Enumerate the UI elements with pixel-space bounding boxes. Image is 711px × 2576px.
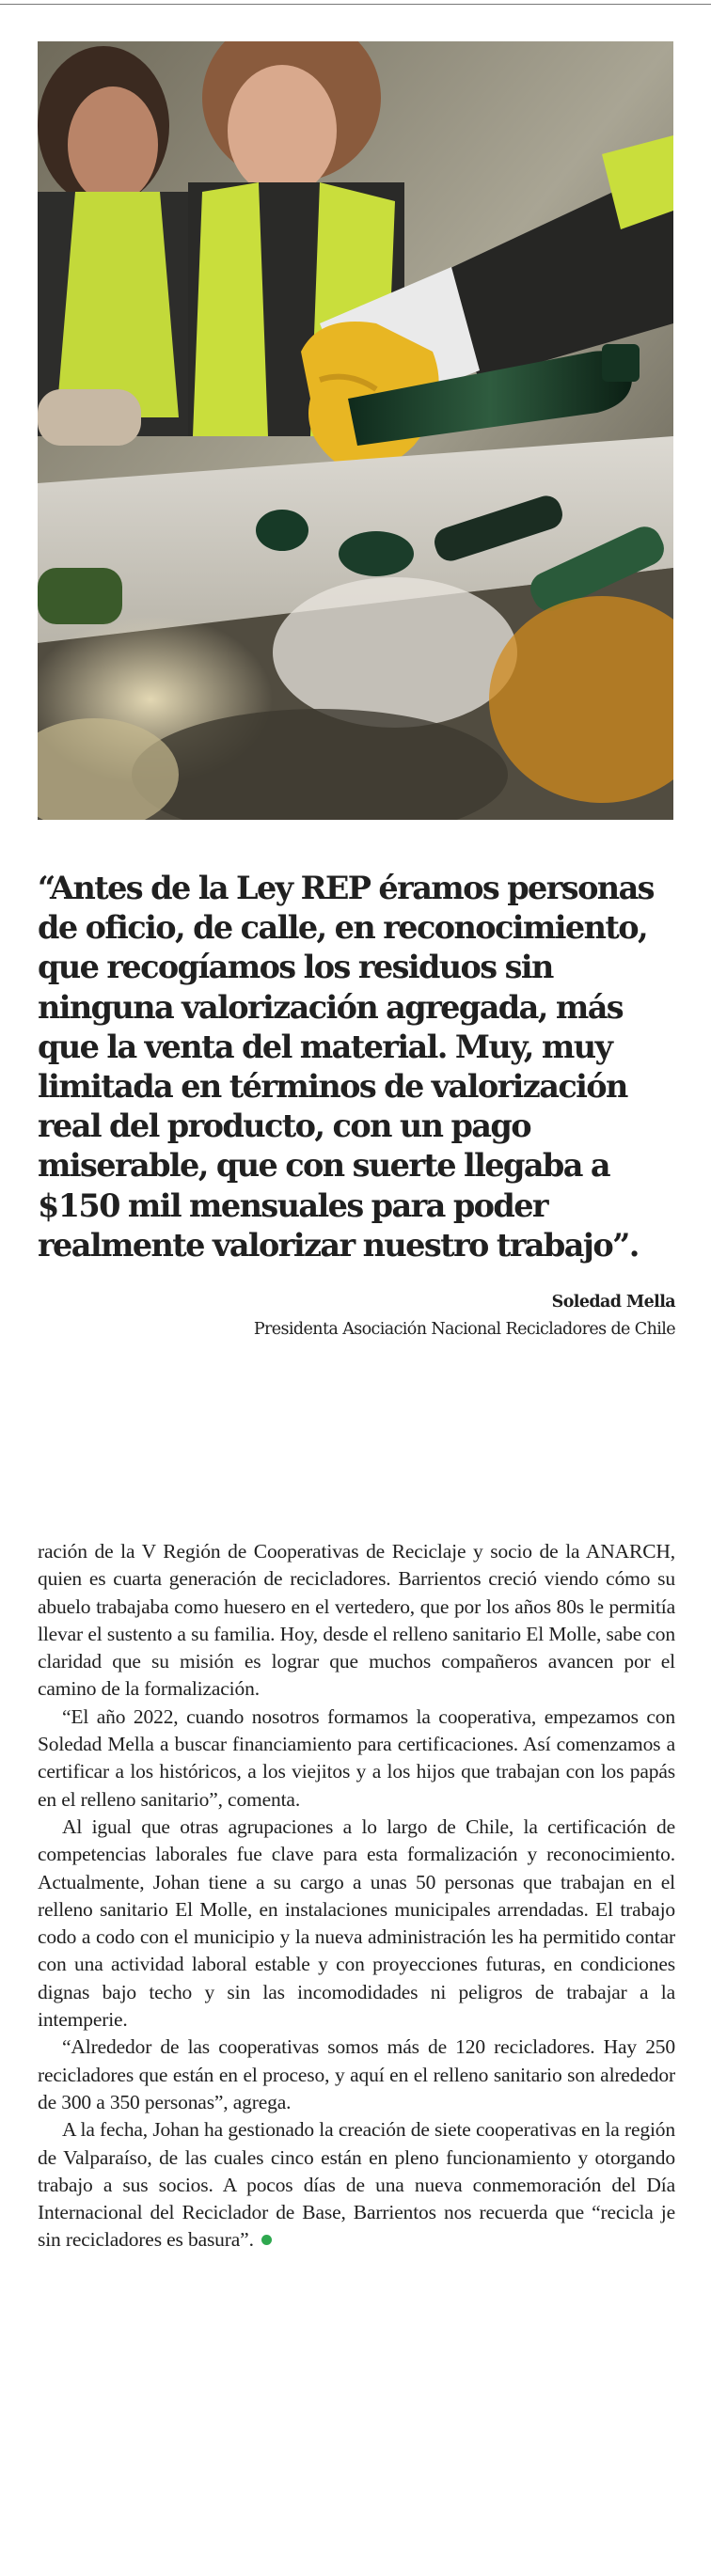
quote-line: limitada en términos de valorización (38, 1068, 627, 1106)
end-of-article-dot-icon (261, 2235, 272, 2245)
quote-line: que la venta del material. Muy, muy (38, 1028, 612, 1065)
quote-line: real del producto, con un pago (38, 1107, 530, 1145)
quote-line: de oficio, de calle, en reconocimiento, (38, 909, 648, 947)
article-paragraph-text: A la fecha, Johan ha gestionado la creación de siete cooperativas en la región de Valparaíso, de las cuales cinco están en pleno funcionamiento y otorgando trabajo a sus socios. A pocos días de una nueva conmemoración del Día Internacional del Reciclador de Base, Barrientos nos recuerda que “recicla je sin recicladores es basura”. (38, 2118, 675, 2252)
quote-line: ninguna valorización agregada, más (38, 988, 624, 1026)
quote-author-role: Presidenta Asociación Nacional Recicladores de Chile (253, 1320, 675, 1340)
quote-line: realmente valorizar nuestro trabajo”. (38, 1226, 639, 1264)
quote-line: $150 mil mensuales para poder (38, 1186, 547, 1224)
article-paragraph: ración de la V Región de Cooperativas de Reciclaje y socio de la ANARCH, quien es cuarta generación de recicladores. Barrientos creció viendo cómo su abuelo trabajaba como huesero en el vertedero, que por los años 80s le permitía llevar el sustento a su familia. Hoy, desde el relleno sanitario El Molle, sabe con claridad que su misión es lograr que muchos compañeros avancen por el camino de la formalización. (38, 1540, 675, 1701)
article-body (38, 1538, 675, 2254)
top-divider (0, 4, 711, 5)
quote-line: que recogíamos los residuos sin (38, 949, 553, 986)
quote-line: “Antes de la Ley REP éramos personas (38, 870, 654, 906)
pull-quote (38, 869, 675, 1342)
quote-text (38, 869, 675, 1265)
quote-author: Soledad Mella (551, 1293, 675, 1312)
article-paragraph: Al igual que otras agrupaciones a lo largo de Chile, la certificación de competencias laborales fue clave para esta formalización y reconocimiento. Actualmente, Johan tiene a su cargo a unas 50 personas que trabajan en el relleno sanitario El Molle, en instalaciones municipales arrendadas. El trabajo codo a codo con el municipio y la nueva administración les ha permitido contar con una actividad laboral estable y con proyecciones futuras, en condiciones dignas bajo techo y sin las incomodidades ni peligros de trabajar a la intemperie. (38, 1814, 675, 2032)
photo-recyclers-sorting-glass-bottles-icon (38, 41, 673, 820)
quote-line: miserable, que con suerte llegaba a (38, 1147, 610, 1185)
article-paragraph: “El año 2022, cuando nosotros formamos la cooperativa, empezamos con Soledad Mella a buscar financiamiento para certificaciones. Así comenzamos a certificar a los históricos, a los viejitos y a los hijos que trabajan con los papás en el relleno sanitario”, comenta. (38, 1704, 675, 1811)
article-paragraph: “Alrededor de las cooperativas somos más de 120 recicladores. Hay 250 recicladores que están en el proceso, y aquí en el relleno sanitario son alrededor de 300 a 350 personas”, agrega. (38, 2035, 675, 2113)
article-photo (38, 41, 673, 820)
article-paragraph-last (38, 2116, 675, 2254)
